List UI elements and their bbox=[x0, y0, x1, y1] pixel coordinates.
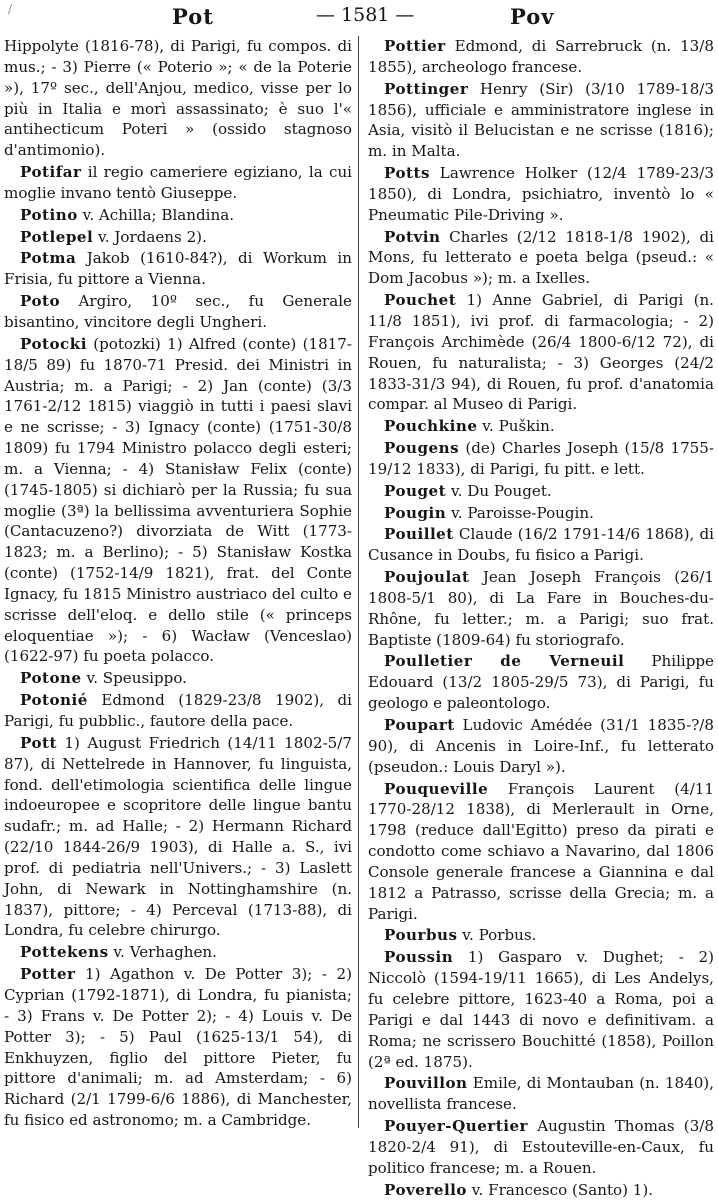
entry-text: Hippolyte (1816-78), di Parigi, fu compos. di mus.; - 3) Pierre (« Poterio »; « de la Poterie »), 17º sec., dell'Anjou, medico, visse per lo più in Italia e morì assassinato; è suo l'« antihecticum Poteri » (ossido stagnoso d'antimonio). bbox=[4, 37, 352, 160]
entry-headword: Pouyer-Quertier bbox=[384, 1117, 529, 1136]
dictionary-entry bbox=[368, 36, 714, 78]
dictionary-entry bbox=[368, 290, 714, 415]
entry-text: Lawrence Holker (12/4 1789-23/3 1850), di Londra, psichiatro, inventò lo « Pneumatic Pile-Driving ». bbox=[368, 164, 714, 224]
page-number: — 1581 — bbox=[316, 4, 415, 26]
dictionary-entry bbox=[4, 668, 352, 689]
dictionary-entry bbox=[368, 524, 714, 566]
dictionary-entry bbox=[368, 481, 714, 502]
dictionary-entry bbox=[368, 1180, 714, 1200]
entry-headword: Pouget bbox=[384, 481, 447, 500]
corner-mark: / bbox=[8, 2, 13, 16]
entry-headword: Pourbus bbox=[384, 926, 458, 945]
entry-text: François Laurent (4/11 1770-28/12 1838), di Merlerault in Orne, 1798 (reduce dall'Egitto) preso da pirati e condotto come schiavo a Navarino, dal 1806 Console generale francese a Giannina e dal 1812 a Patrasso, scrisse della Grecia; m. a Parigi. bbox=[368, 779, 714, 923]
dictionary-entry bbox=[4, 942, 352, 963]
entry-text: Ludovic Amédée (31/1 1835-?/8 90), di Ancenis in Loire-Inf., fu letterato (pseudon.: Louis Daryl »). bbox=[368, 716, 714, 776]
dictionary-entry bbox=[368, 503, 714, 524]
header-right-word: Pov bbox=[510, 4, 555, 29]
dictionary-entry bbox=[368, 1116, 714, 1179]
entry-headword: Pouchkine bbox=[384, 417, 478, 436]
entry-text: Charles (2/12 1818-1/8 1902), di Mons, fu letterato e poeta belga (pseud.: « Dom Jacobus »); m. a Ixelles. bbox=[368, 227, 714, 288]
entry-text: Edmond, di Sarrebruck (n. 13/8 1855), archeologo francese. bbox=[368, 37, 714, 76]
entry-text: v. Achilla; Blandina. bbox=[82, 205, 234, 224]
entry-headword: Pottier bbox=[384, 37, 446, 55]
entry-text: v. Verhaghen. bbox=[113, 943, 217, 962]
dictionary-entry bbox=[4, 334, 352, 668]
entry-headword: Pougens bbox=[384, 439, 460, 458]
dictionary-entry bbox=[4, 690, 352, 732]
entry-headword: Potvin bbox=[384, 227, 441, 246]
entry-text: (potozki) 1) Alfred (conte) (1817-18/5 89) fu 1870-71 Presid. dei Ministri in Austria; m. a Parigi; - 2) Jan (conte) (3/3 1761-2/12 1815) viaggiò in tutti i paesi slavi e ne scrisse; - 3) Ignacy (conte) (1751-30/8 1809) fu 1794 Ministro polacco degli esteri; m. a Vienna; - 4) Stanisław Felix (conte) (1745-1805) si dichiarò per la Russia; fu sua moglie (3ª) la bellissima avventuriera Sophie (Cantacuzeno?) divorziata de Witt (1773-1823; m. a Berlino); - 5) Stanisław Kostka (conte) (1752-14/9 1821), frat. del Conte Ignacy, fu 1815 Ministro austriaco del culto e scrisse dell'eloq. e dello stile (« princeps eloquentiae »); - 6) Wacław (Venceslao) (1622-97) fu poeta polacco. bbox=[4, 334, 352, 666]
dictionary-entry bbox=[4, 227, 352, 248]
entry-text: v. Du Pouget. bbox=[450, 481, 552, 500]
dictionary-entry bbox=[4, 964, 352, 1131]
entry-headword: Poulletier de Verneuil bbox=[384, 652, 625, 671]
dictionary-entry bbox=[4, 248, 352, 290]
dictionary-entry bbox=[4, 733, 352, 941]
dictionary-entry bbox=[368, 227, 714, 290]
entry-headword: Pouillet bbox=[384, 525, 454, 544]
entry-text: v. Paroisse-Pougin. bbox=[451, 503, 594, 522]
entry-text: il regio cameriere egiziano, la cui moglie invano tentò Giuseppe. bbox=[4, 163, 352, 202]
entry-headword: Pottinger bbox=[384, 79, 469, 98]
dictionary-entry bbox=[368, 438, 714, 480]
entry-text: v. Jordaens 2). bbox=[98, 227, 207, 246]
entry-headword: Potma bbox=[20, 249, 77, 268]
entry-headword: Pouchet bbox=[384, 291, 457, 310]
entry-text: Henry (Sir) (3/10 1789-18/3 1856), ufficiale e amministratore inglese in Asia, visitò il Belucistan e ne scrisse (1816); m. in Malta. bbox=[368, 79, 714, 161]
entry-text: v. Speusippo. bbox=[86, 669, 187, 688]
entry-headword: Potone bbox=[20, 669, 82, 688]
entry-text: v. Francesco (Santo) 1). bbox=[471, 1180, 654, 1199]
header-left-word: Pot bbox=[172, 4, 214, 29]
dictionary-entry bbox=[368, 925, 714, 946]
dictionary-entry bbox=[368, 779, 714, 925]
entry-text: 1) Gasparo v. Dughet; - 2) Niccolò (1594-19/11 1665), di Les Andelys, fu celebre pittore, 1623-40 a Roma, poi a Parigi e dal 1443 di novo e definitivam. a Roma; ne scrissero Bouchitté (1858), Poillon (2ª ed. 1875). bbox=[368, 948, 714, 1071]
dictionary-entry bbox=[4, 291, 352, 333]
entry-text: v. Puškin. bbox=[482, 417, 555, 436]
entry-text: Claude (16/2 1791-14/6 1868), di Cusance in Doubs, fu fisico a Parigi. bbox=[368, 525, 714, 565]
entry-headword: Poupart bbox=[384, 716, 455, 734]
entry-text: Augustin Thomas (3/8 1820-2/4 91), di Estouteville-en-Caux, fu politico francese; m. a Rouen. bbox=[368, 1117, 714, 1177]
dictionary-entry bbox=[368, 79, 714, 162]
dictionary-entry bbox=[4, 205, 352, 226]
entry-text: Edmond (1829-23/8 1902), di Parigi, fu pubblic., fautore della pace. bbox=[4, 691, 352, 730]
entry-headword: Pouqueville bbox=[384, 779, 489, 798]
entry-text: Jean Joseph François (26/1 1808-5/1 80), di La Fare in Bouches-du-Rhône, fu letter.; m. a Parigi; suo frat. Baptiste (1809-64) fu storiografo. bbox=[368, 568, 714, 649]
entry-headword: Pott bbox=[20, 733, 57, 752]
entry-headword: Poverello bbox=[384, 1180, 467, 1199]
dictionary-entry bbox=[368, 163, 714, 226]
left-column bbox=[4, 36, 352, 1130]
dictionary-entry bbox=[368, 715, 714, 778]
entry-headword: Potocki bbox=[20, 334, 87, 353]
dictionary-entry bbox=[368, 416, 714, 437]
entry-headword: Potts bbox=[384, 164, 430, 183]
entry-headword: Poujoulat bbox=[384, 568, 470, 587]
entry-text: 1) Anne Gabriel, di Parigi (n. 11/8 1851), ivi prof. di farmacologia; - 2) François Archimède (26/4 1800-6/12 72), di Rouen, fu naturalista; - 3) Georges (24/2 1833-31/3 94), di Rouen, fu prof. d'anatomia compar. al Museo di Parigi. bbox=[368, 291, 714, 414]
entry-text: Argiro, 10º sec., fu Generale bisantino, vincitore degli Ungheri. bbox=[4, 292, 352, 331]
dictionary-entry bbox=[368, 947, 714, 1072]
entry-text: Philippe Edouard (13/2 1805-29/5 73), di Parigi, fu geologo e paleontologo. bbox=[368, 652, 714, 713]
entry-text: v. Porbus. bbox=[462, 926, 537, 945]
entry-headword: Pouvillon bbox=[384, 1074, 468, 1093]
entry-headword: Potter bbox=[20, 965, 76, 984]
dictionary-entry bbox=[368, 567, 714, 650]
entry-headword: Pougin bbox=[384, 503, 447, 522]
entry-headword: Poto bbox=[20, 292, 61, 311]
entry-headword: Potlepel bbox=[20, 227, 94, 246]
entry-headword: Pottekens bbox=[20, 943, 109, 962]
dictionary-entry bbox=[4, 162, 352, 204]
dictionary-entry bbox=[368, 651, 714, 714]
entry-headword: Potonié bbox=[20, 691, 88, 710]
entry-headword: Potino bbox=[20, 205, 78, 224]
entry-headword: Poussin bbox=[384, 948, 454, 967]
entry-headword: Potifar bbox=[20, 163, 82, 182]
dictionary-entry bbox=[368, 1073, 714, 1115]
entry-text: 1) Agathon v. De Potter 3); - 2) Cyprian (1792-1871), di Londra, fu pianista; - 3) Frans v. De Potter 2); - 4) Louis v. De Potter 3); - 5) Paul (1625-13/1 54), di Enkhuyzen, figlio del pittore Pieter, fu pittore d'animali; m. ad Amsterdam; - 6) Richard (2/1 1799-6/6 1886), di Manchester, fu fisico ed astronomo; m. a Cambridge. bbox=[4, 965, 352, 1130]
entry-text: 1) August Friedrich (14/11 1802-5/7 87), di Nettelrede in Hannover, fu linguista, fond. dell'etimologia scientifica delle lingue indoeuropee e scopritore delle lingue bantu sudafr.; m. ad Halle; - 2) Hermann Richard (22/10 1844-26/9 1903), di Halle a. S., ivi prof. di pediatria nell'Univers.; - 3) Laslett John, di Newark in Nottinghamshire (n. 1837), pittore; - 4) Perceval (1713-88), di Londra, fu celebre chirurgo. bbox=[4, 733, 352, 940]
page-header bbox=[0, 0, 718, 34]
entry-text: (de) Charles Joseph (15/8 1755-19/12 1833), di Parigi, fu pitt. e lett. bbox=[368, 439, 714, 478]
dictionary-entry bbox=[4, 36, 352, 161]
entry-text: Jakob (1610-84?), di Workum in Frisia, fu pittore a Vienna. bbox=[4, 249, 352, 289]
right-column bbox=[368, 36, 714, 1199]
entry-text: Emile, di Montauban (n. 1840), novellista francese. bbox=[368, 1074, 714, 1114]
column-divider bbox=[358, 36, 359, 1128]
